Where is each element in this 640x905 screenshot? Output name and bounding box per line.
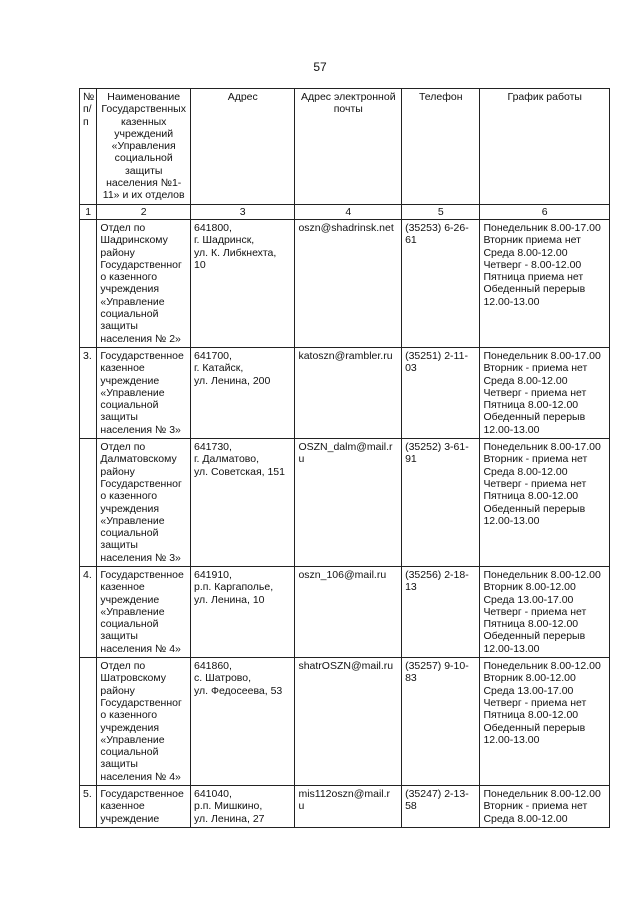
institution-address: 641860, с. Шатрово, ул. Федосеева, 53	[190, 658, 294, 786]
work-schedule: Понедельник 8.00-12.00 Вторник 8.00-12.00 Среда 13.00-17.00 Четверг - приема нет Пятница 8.00-12.00 Обеденный перерыв 12.00-13.00	[480, 658, 610, 786]
institution-email: shatrOSZN@mail.ru	[295, 658, 402, 786]
institution-email: katoszn@rambler.ru	[295, 347, 402, 438]
row-number	[80, 658, 97, 786]
column-number-row	[80, 204, 610, 219]
institution-address: 641040, р.п. Мишкино, ул. Ленина, 27	[190, 786, 294, 828]
institution-email: mis112oszn@mail.r u	[295, 786, 402, 828]
table-row	[80, 786, 610, 828]
page-number: 57	[313, 60, 327, 74]
table-row	[80, 219, 610, 347]
column-number: 1	[80, 204, 97, 219]
institution-name: Отдел по Шатровскому району Государственног о казенного учреждения «Управление социальной защиты населения № 4»	[97, 658, 191, 786]
row-number: 4.	[80, 566, 97, 657]
institution-address: 641730, г. Далматово, ул. Советская, 151	[190, 439, 294, 567]
institution-name: Государственное казенное учреждение «Управление социальной защиты населения № 3»	[97, 347, 191, 438]
table-row	[80, 439, 610, 567]
column-number: 2	[97, 204, 191, 219]
row-number: 5.	[80, 786, 97, 828]
institution-phone: (35251) 2-11- 03	[402, 347, 480, 438]
table-row	[80, 566, 610, 657]
row-number	[80, 439, 97, 567]
institution-email: oszn@shadrinsk.net	[295, 219, 402, 347]
row-number	[80, 219, 97, 347]
institution-name: Отдел по Шадринскому району Государственног о казенного учреждения «Управление социальной защиты населения № 2»	[97, 219, 191, 347]
institution-phone: (35252) 3-61- 91	[402, 439, 480, 567]
institution-phone: (35256) 2-18- 13	[402, 566, 480, 657]
institution-phone: (35257) 9-10- 83	[402, 658, 480, 786]
work-schedule: Понедельник 8.00-17.00 Вторник - приема нет Среда 8.00-12.00 Четверг - приема нет Пятница 8.00-12.00 Обеденный перерыв 12.00-13.00	[480, 439, 610, 567]
institution-name: Государственное казенное учреждение «Управление социальной защиты населения № 4»	[97, 566, 191, 657]
institution-phone: (35247) 2-13- 58	[402, 786, 480, 828]
institution-address: 641800, г. Шадринск, ул. К. Либкнехта, 10	[190, 219, 294, 347]
work-schedule: Понедельник 8.00-17.00 Вторник - приема нет Среда 8.00-12.00 Четверг - приема нет Пятница 8.00-12.00 Обеденный перерыв 12.00-13.00	[480, 347, 610, 438]
institution-address: 641700, г. Катайск, ул. Ленина, 200	[190, 347, 294, 438]
institution-email: oszn_106@mail.ru	[295, 566, 402, 657]
institution-name: Отдел по Далматовскому району Государственног о казенного учреждения «Управление социальной защиты населения № 3»	[97, 439, 191, 567]
header-address: Адрес	[190, 89, 294, 205]
table-row	[80, 347, 610, 438]
institutions-table	[79, 88, 610, 828]
header-schedule: График работы	[480, 89, 610, 205]
header-email: Адрес электронной почты	[295, 89, 402, 205]
institution-address: 641910, р.п. Каргаполье, ул. Ленина, 10	[190, 566, 294, 657]
work-schedule: Понедельник 8.00-12.00 Вторник - приема нет Среда 8.00-12.00	[480, 786, 610, 828]
work-schedule: Понедельник 8.00-17.00 Вторник приема нет Среда 8.00-12.00 Четверг - 8.00-12.00 Пятница приема нет Обеденный перерыв 12.00-13.00	[480, 219, 610, 347]
institution-phone: (35253) 6-26- 61	[402, 219, 480, 347]
header-number: № п/п	[80, 89, 97, 205]
column-number: 4	[295, 204, 402, 219]
work-schedule: Понедельник 8.00-12.00 Вторник 8.00-12.00 Среда 13.00-17.00 Четверг - приема нет Пятница 8.00-12.00 Обеденный перерыв 12.00-13.00	[480, 566, 610, 657]
institution-email: OSZN_dalm@mail.r u	[295, 439, 402, 567]
column-number: 5	[402, 204, 480, 219]
row-number: 3.	[80, 347, 97, 438]
header-name: Наименование Государственных казенных учреждений «Управления социальной защиты населения №1- 11» и их отделов	[97, 89, 191, 205]
table-row	[80, 658, 610, 786]
header-row	[80, 89, 610, 205]
header-phone: Телефон	[402, 89, 480, 205]
column-number: 3	[190, 204, 294, 219]
column-number: 6	[480, 204, 610, 219]
institution-name: Государственное казенное учреждение	[97, 786, 191, 828]
